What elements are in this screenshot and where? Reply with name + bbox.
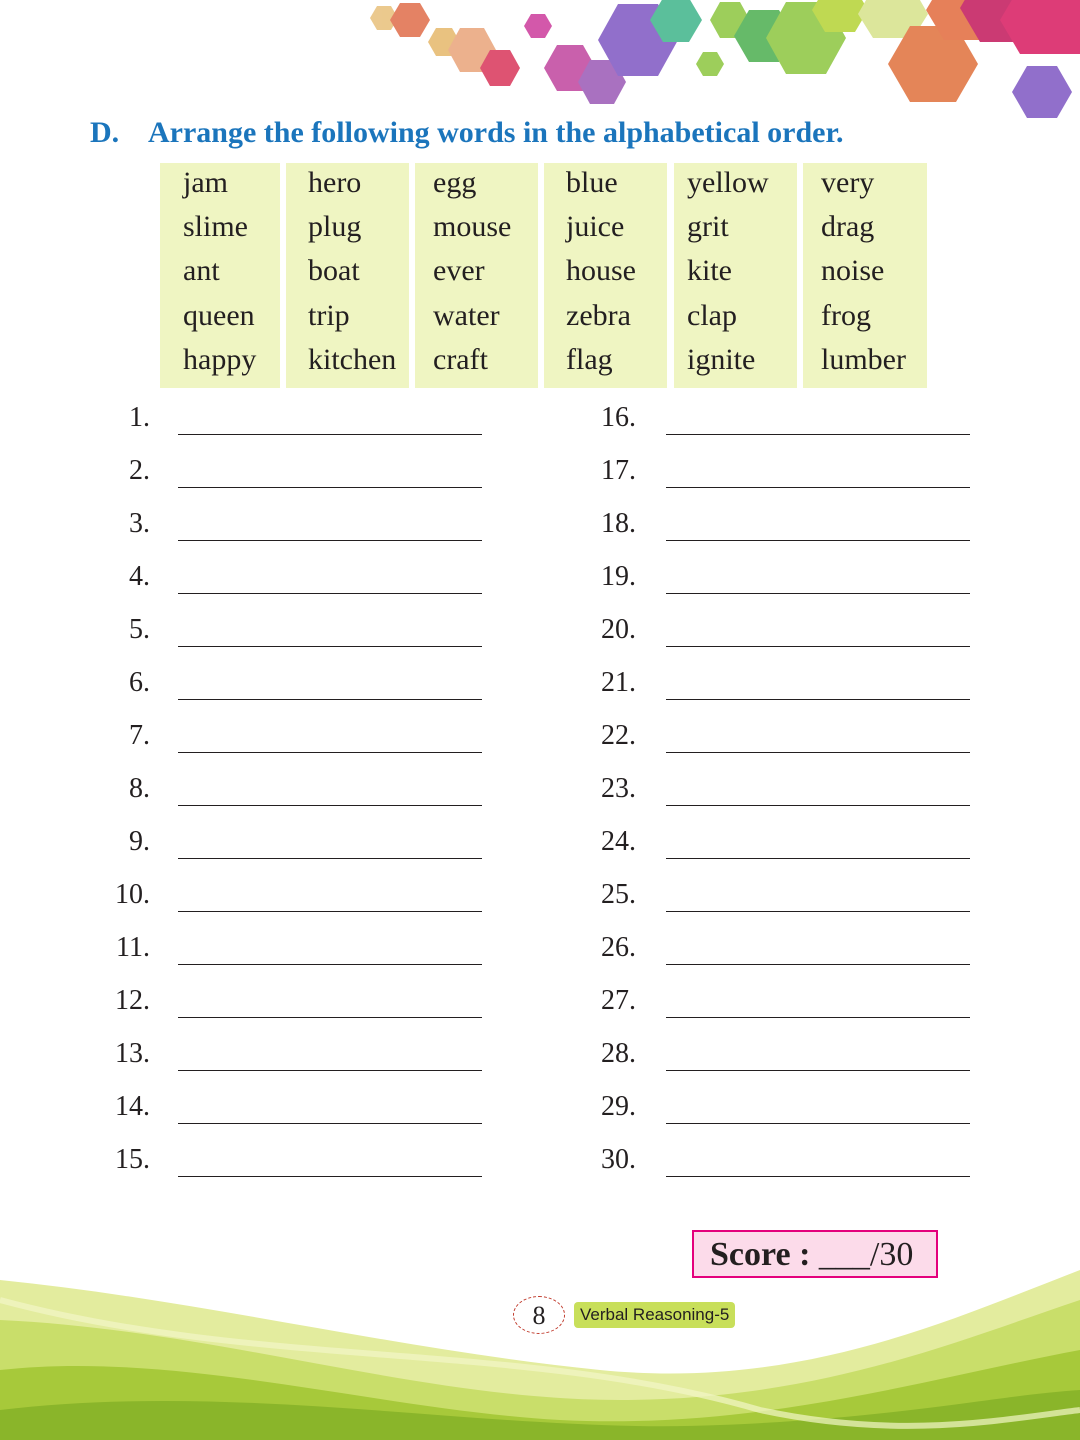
answer-number: 29. (601, 1091, 636, 1122)
hexagon-decoration (0, 0, 1080, 120)
answer-blank[interactable] (178, 964, 482, 965)
score-total: /30 (869, 1236, 914, 1273)
word: ignite (687, 343, 756, 376)
answer-blank[interactable] (666, 911, 970, 912)
answer-blank[interactable] (666, 1017, 970, 1018)
word: frog (821, 299, 871, 332)
word: egg (433, 166, 477, 199)
word: very (821, 166, 875, 199)
word: drag (821, 210, 875, 243)
word: kitchen (308, 343, 397, 376)
score-blank[interactable]: ___ (818, 1236, 870, 1273)
score-label: Score : (710, 1236, 811, 1273)
answer-blank[interactable] (666, 1070, 970, 1071)
word: craft (433, 343, 488, 376)
word: grit (687, 210, 729, 243)
answer-blank[interactable] (178, 434, 482, 435)
answer-number: 27. (601, 985, 636, 1016)
answer-number: 12. (115, 985, 150, 1016)
word-column-2 (286, 163, 409, 388)
answer-blank[interactable] (178, 646, 482, 647)
word-column-4 (544, 163, 667, 388)
word: yellow (687, 166, 769, 199)
answer-number: 8. (129, 773, 150, 804)
answer-number: 21. (601, 667, 636, 698)
answer-number: 23. (601, 773, 636, 804)
answer-number: 1. (129, 402, 150, 433)
page-number: 8 (513, 1296, 565, 1334)
answer-blank[interactable] (178, 1017, 482, 1018)
answer-blank[interactable] (666, 434, 970, 435)
answer-number: 22. (601, 720, 636, 751)
answer-blank[interactable] (178, 1123, 482, 1124)
answer-blank[interactable] (666, 487, 970, 488)
answer-number: 26. (601, 932, 636, 963)
answer-blank[interactable] (178, 1176, 482, 1177)
answer-blank[interactable] (666, 540, 970, 541)
answer-number: 24. (601, 826, 636, 857)
word-column-6 (803, 163, 927, 388)
word: flag (566, 343, 613, 376)
answer-number: 25. (601, 879, 636, 910)
answer-number: 20. (601, 614, 636, 645)
word: juice (566, 210, 625, 243)
exercise-heading (90, 116, 844, 150)
word: jam (183, 166, 228, 199)
word: zebra (566, 299, 631, 332)
word: noise (821, 254, 885, 287)
word: water (433, 299, 500, 332)
answer-blank[interactable] (178, 858, 482, 859)
exercise-letter: D. (90, 116, 120, 149)
answer-blank[interactable] (178, 540, 482, 541)
word: ever (433, 254, 485, 287)
answer-number: 3. (129, 508, 150, 539)
answer-blank[interactable] (666, 1176, 970, 1177)
score-box (692, 1230, 938, 1278)
book-title: Verbal Reasoning-5 (574, 1302, 735, 1328)
word: ant (183, 254, 220, 287)
answer-number: 13. (115, 1038, 150, 1069)
word: slime (183, 210, 248, 243)
answer-number: 4. (129, 561, 150, 592)
word-column-5 (674, 163, 797, 388)
answer-number: 15. (115, 1144, 150, 1175)
answer-blank[interactable] (178, 1070, 482, 1071)
answer-blank[interactable] (178, 593, 482, 594)
answer-blank[interactable] (178, 911, 482, 912)
answer-number: 18. (601, 508, 636, 539)
answer-blank[interactable] (178, 805, 482, 806)
answer-number: 30. (601, 1144, 636, 1175)
word-column-3 (415, 163, 538, 388)
answer-number: 14. (115, 1091, 150, 1122)
answer-number: 9. (129, 826, 150, 857)
answer-blank[interactable] (178, 752, 482, 753)
answer-blank[interactable] (666, 805, 970, 806)
word: lumber (821, 343, 906, 376)
answer-number: 11. (116, 932, 150, 963)
answer-blank[interactable] (666, 964, 970, 965)
word: queen (183, 299, 255, 332)
answer-blank[interactable] (666, 858, 970, 859)
answer-blank[interactable] (666, 1123, 970, 1124)
exercise-instruction: Arrange the following words in the alphabetical order. (148, 116, 844, 149)
answer-number: 5. (129, 614, 150, 645)
answer-blank[interactable] (178, 699, 482, 700)
word: blue (566, 166, 618, 199)
word: kite (687, 254, 732, 287)
word: boat (308, 254, 360, 287)
word: hero (308, 166, 362, 199)
answer-blank[interactable] (666, 699, 970, 700)
word: house (566, 254, 636, 287)
word: mouse (433, 210, 512, 243)
answer-number: 19. (601, 561, 636, 592)
answer-number: 2. (129, 455, 150, 486)
answer-number: 7. (129, 720, 150, 751)
answer-blank[interactable] (178, 487, 482, 488)
answer-number: 28. (601, 1038, 636, 1069)
answer-number: 10. (115, 879, 150, 910)
word-column-1 (160, 163, 280, 388)
word: happy (183, 343, 257, 376)
footer-wave-decoration (0, 1260, 1080, 1440)
answer-blank[interactable] (666, 593, 970, 594)
word: plug (308, 210, 362, 243)
word: trip (308, 299, 350, 332)
answer-number: 17. (601, 455, 636, 486)
answer-blank[interactable] (666, 752, 970, 753)
answer-number: 6. (129, 667, 150, 698)
answer-number: 16. (601, 402, 636, 433)
word: clap (687, 299, 737, 332)
answer-blank[interactable] (666, 646, 970, 647)
